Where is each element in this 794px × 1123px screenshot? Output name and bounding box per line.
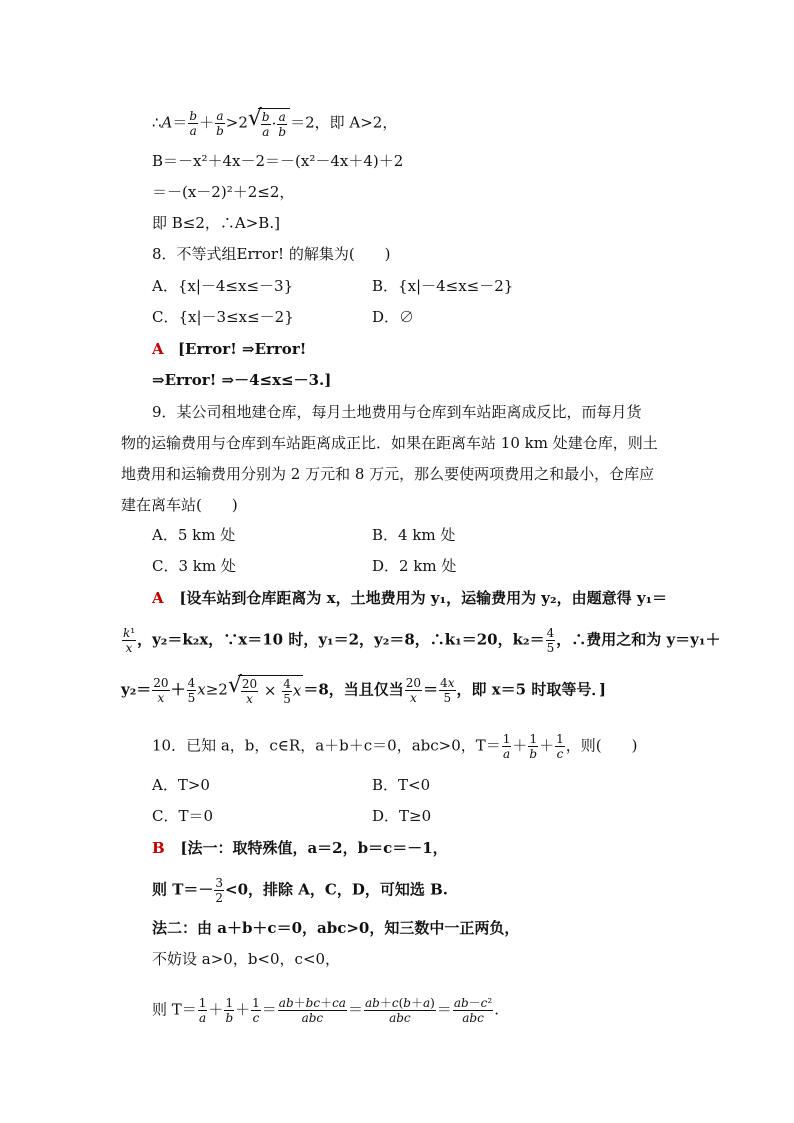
q10-option-a: A．T>0 — [152, 776, 210, 794]
q9-stem-line3: 地费用和运输费用分别为 2 万元和 8 万元，那么要使两项费用之和最小，仓库应 — [121, 465, 655, 483]
fraction-factored-over-abc: $\frac{ab+c(b+a)}{\text{abc}}$ — [364, 996, 435, 1025]
sqrt-am-gm: √ $\frac{20}{x}$ × $\frac{4}{5}$ x — [228, 675, 304, 706]
fraction-final-over-abc: $\frac{\text{ab－c²}}{\text{abc}}$ — [453, 996, 493, 1025]
fraction-1-over-a: $\frac{1}{a}$ — [502, 732, 511, 761]
conclusion-A: ，即 A>2， — [314, 113, 398, 132]
q9-solution-line3: y₂＝ $\frac{20}{x}$ ＋ $\frac{4}{5}$ x≥2 √ $\frac{20}{x}$ × $\frac{4}{5}$ x ＝8，当且仅当 $\frac{20}{x}$ ＝ $\frac{4x}{5}$ ，即 x＝5 时取等号．] — [121, 675, 606, 706]
sqrt-product: √ $\frac{b}{a}$ · $\frac{a}{b}$ — [248, 108, 290, 139]
q8-solution-line1: A [Error! ⇒Error! — [152, 340, 307, 358]
q8-stem: 8．不等式组Error! 的解集为( ) — [152, 245, 391, 263]
fraction-4-over-5-b: $\frac{4}{5}$ — [187, 676, 196, 705]
q9-option-d: D．2 km 处 — [372, 557, 457, 575]
q10-solution-line4: 不妨设 a>0，b<0，c<0， — [152, 950, 341, 968]
q10-option-d: D．T≥0 — [372, 807, 432, 825]
q8-option-b: B．{x|－4≤x≤－2} — [372, 277, 514, 295]
q10-solution-line3: 法二：由 a＋b＋c＝0，abc>0，知三数中一正两负， — [152, 919, 520, 937]
B-expression-line1: B＝－x²＋4x－2＝－(x²－4x＋4)＋2 — [152, 152, 404, 170]
q9-option-c: C．3 km 处 — [152, 557, 236, 575]
q10-option-c: C．T＝0 — [152, 807, 214, 825]
inequality-line-A: ∴A＝ $\frac{b}{a}$ ＋ $\frac{a}{b}$ >2 √ $\frac{b}{a}$ · $\frac{a}{b}$ ＝2，即 A>2， — [152, 108, 397, 139]
fraction-1-over-b: $\frac{1}{b}$ — [529, 732, 538, 761]
q8-option-c: C．{x|－3≤x≤－2} — [152, 308, 294, 326]
q9-stem-line4: 建在离车站( ) — [121, 496, 238, 514]
q10-answer: B — [152, 839, 165, 857]
q9-solution-line1: A [设车站到仓库距离为 x，土地费用为 y₁，运输费用为 y₂，由题意得 y₁＝ — [152, 589, 668, 607]
q8-solution-line2: ⇒Error! ⇒－4≤x≤－3.] — [152, 371, 332, 389]
q10-solution-line2: 则 T＝－ $\frac{3}{2}$ <0，排除 A，C，D，可知选 B. — [152, 876, 448, 905]
q10-option-b: B．T<0 — [372, 776, 431, 794]
q9-stem-line1: 9．某公司租地建仓库，每月土地费用与仓库到车站距离成反比，而每月货 — [152, 403, 642, 421]
q9-answer: A — [152, 589, 164, 607]
q9-option-b: B．4 km 处 — [372, 526, 456, 544]
q8-option-a: A．{x|－4≤x≤－3} — [152, 277, 294, 295]
fraction-4-over-5: $\frac{4}{5}$ — [546, 626, 555, 655]
q9-solution-line2: $\frac{\text{k¹}}{x}$ ，y₂＝k₂x，∵x＝10 时，y₁＝2，y₂＝8，∴k₁＝20，k₂＝ $\frac{4}{5}$ ，∴费用之和为 y＝y₁＋ — [123, 626, 721, 655]
fraction-k1-over-x: $\frac{\text{k¹}}{x}$ — [123, 626, 136, 655]
q10-stem: 10．已知 a，b，c∈R，a＋b＋c＝0，abc>0，T＝ $\frac{1}{a}$ ＋ $\frac{1}{b}$ ＋ $\frac{1}{c}$ ，则( ) — [152, 732, 638, 761]
q10-solution-line5: 则 T＝ $\frac{1}{a}$ ＋ $\frac{1}{b}$ ＋ $\frac{1}{c}$ ＝ $\frac{ab+bc+ca}{\text{abc}}$ ＝ $\frac{ab+c(b+a)}{\text{abc}}$ ＝ $\frac{\text{ab－c²}}{\text{abc}}$ . — [152, 996, 499, 1025]
B-conclusion-line: 即 B≤2，∴A>B.] — [152, 214, 280, 232]
B-expression-line2: ＝－(x－2)²＋2≤2， — [152, 183, 295, 201]
fraction-3-over-2: $\frac{3}{2}$ — [215, 876, 224, 905]
fraction-b-over-a: $\frac{b}{a}$ — [189, 109, 198, 138]
fraction-1-over-a-b: $\frac{1}{a}$ — [198, 996, 207, 1025]
q10-solution-line1: B [法一：取特殊值，a＝2，b＝c＝－1， — [152, 839, 448, 857]
fraction-20-over-x-b: $\frac{20}{x}$ — [405, 676, 422, 705]
fraction-1-over-c: $\frac{1}{c}$ — [556, 732, 564, 761]
fraction-1-over-b-b: $\frac{1}{b}$ — [225, 996, 234, 1025]
fraction-1-over-c-b: $\frac{1}{c}$ — [252, 996, 260, 1025]
q9-stem-line2: 物的运输费用与仓库到车站距离成正比．如果在距离车站 10 km 处建仓库，则土 — [121, 434, 658, 452]
fraction-4x-over-5: $\frac{4x}{5}$ — [440, 676, 455, 705]
q8-option-d: D．∅ — [372, 308, 415, 326]
fraction-20-over-x: $\frac{20}{x}$ — [153, 676, 169, 705]
q9-option-a: A．5 km 处 — [152, 526, 236, 544]
q8-answer: A — [152, 340, 164, 358]
fraction-sum-over-abc: $\frac{ab+bc+ca}{\text{abc}}$ — [278, 996, 346, 1025]
fraction-a-over-b: $\frac{a}{b}$ — [216, 109, 224, 138]
